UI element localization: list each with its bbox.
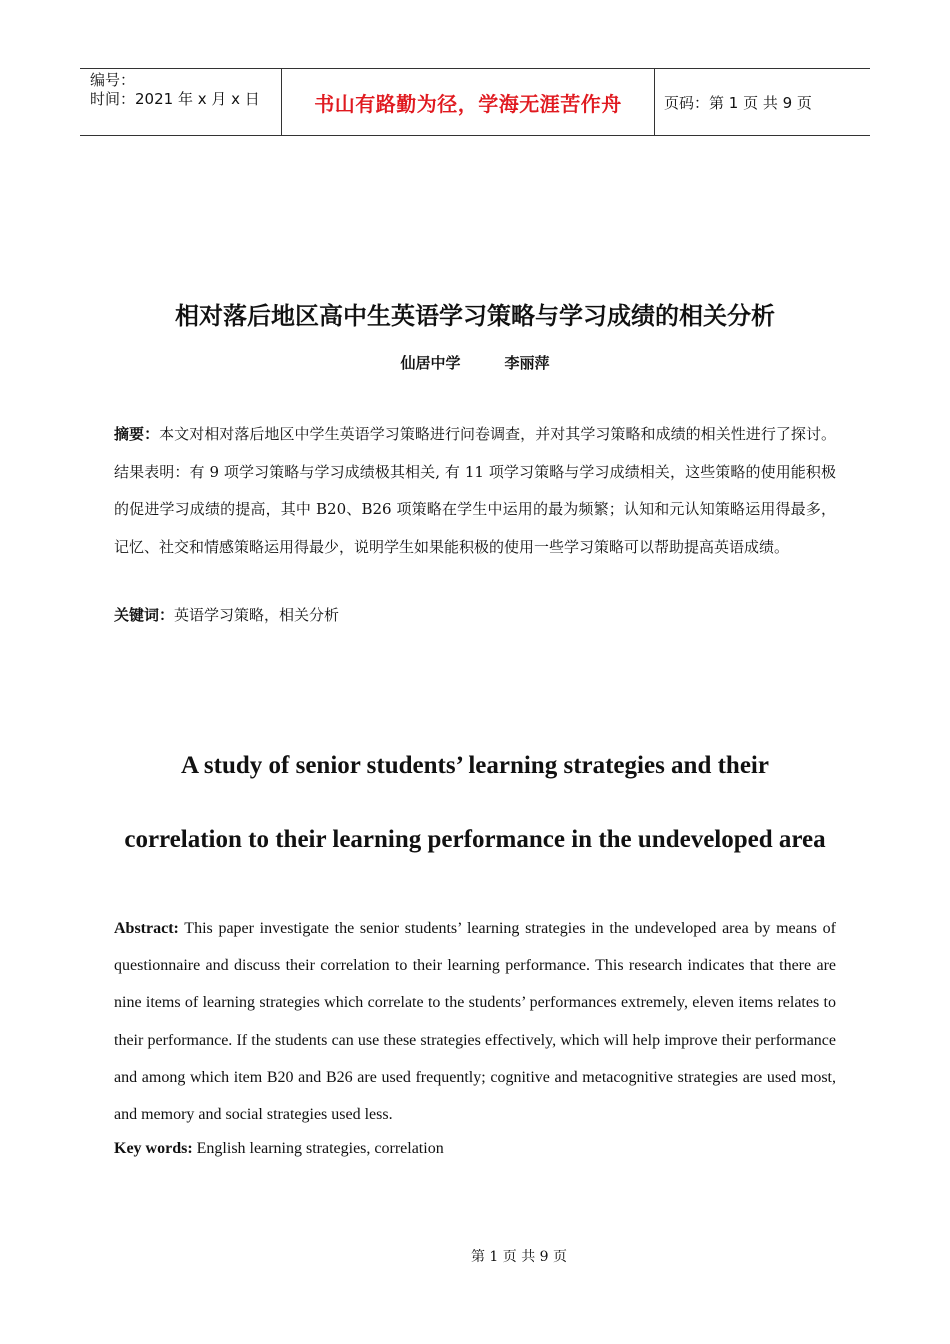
keywords-chinese (114, 602, 836, 628)
abstract-english-label: Abstract: (114, 920, 179, 937)
abstract-english-text: This paper investigate the senior students’ learning strategies in the undeveloped area by means of questionnaire and discuss their correlation to their learning performance. This research indicates that there are nine items of learning strategies which correlate to the students’ performances extremely, eleven items relates to their performance. If the students can use these strategies effectively, which will help improve their performance and among which item B20 and B26 are used frequently; cognitive and metacognitive strategies are used most, and memory and social strategies used less. (114, 920, 836, 1124)
author-school: 仙居中学 (400, 354, 461, 372)
keywords-chinese-text: 英语学习策略，相关分析 (174, 606, 340, 624)
title-english-line-1: A study of senior students’ learning strategies and their (181, 752, 769, 779)
header-date: 时间：2021 年 x 月 x 日 (90, 90, 260, 108)
keywords-english (114, 1136, 836, 1162)
header-meta-cell (80, 69, 281, 135)
abstract-chinese-label: 摘要： (114, 425, 160, 443)
abstract-english (114, 910, 836, 1133)
page-footer: 第 1 页 共 9 页 (470, 1249, 568, 1265)
header-number-label: 编号： (90, 71, 136, 89)
abstract-chinese-text: 本文对相对落后地区中学生英语学习策略进行问卷调查，并对其学习策略和成绩的相关性进行了探讨。结果表明：有 9 项学习策略与学习成绩极其相关, 有 11 项学习策略与学习成绩相关，这些策略的使用能积极的促进学习成绩的提高，其中 B20、B26 项策略在学生中运用的最为频繁；认知和元认知策略运用得最多，记忆、社交和情感策略运用得最少，说明学生如果能积极的使用一些学习策略可以帮助提高英语成绩。 (114, 425, 836, 556)
keywords-chinese-label: 关键词： (114, 606, 175, 624)
authors-line (0, 352, 950, 373)
abstract-chinese (114, 416, 836, 566)
author-name: 李丽萍 (504, 354, 550, 372)
keywords-english-label: Key words: (114, 1140, 193, 1157)
keywords-english-text: English learning strategies, correlation (196, 1140, 444, 1157)
title-english-line-2: correlation to their learning performance in the undeveloped area (124, 826, 826, 853)
header-motto: 书山有路勤为径，学海无涯苦作舟 (314, 91, 622, 116)
title-chinese: 相对落后地区高中生英语学习策略与学习成绩的相关分析 (175, 302, 775, 330)
header-page-info: 页码：第 1 页 共 9 页 (664, 93, 812, 112)
header-table (80, 68, 870, 136)
header-motto-cell (281, 69, 655, 135)
